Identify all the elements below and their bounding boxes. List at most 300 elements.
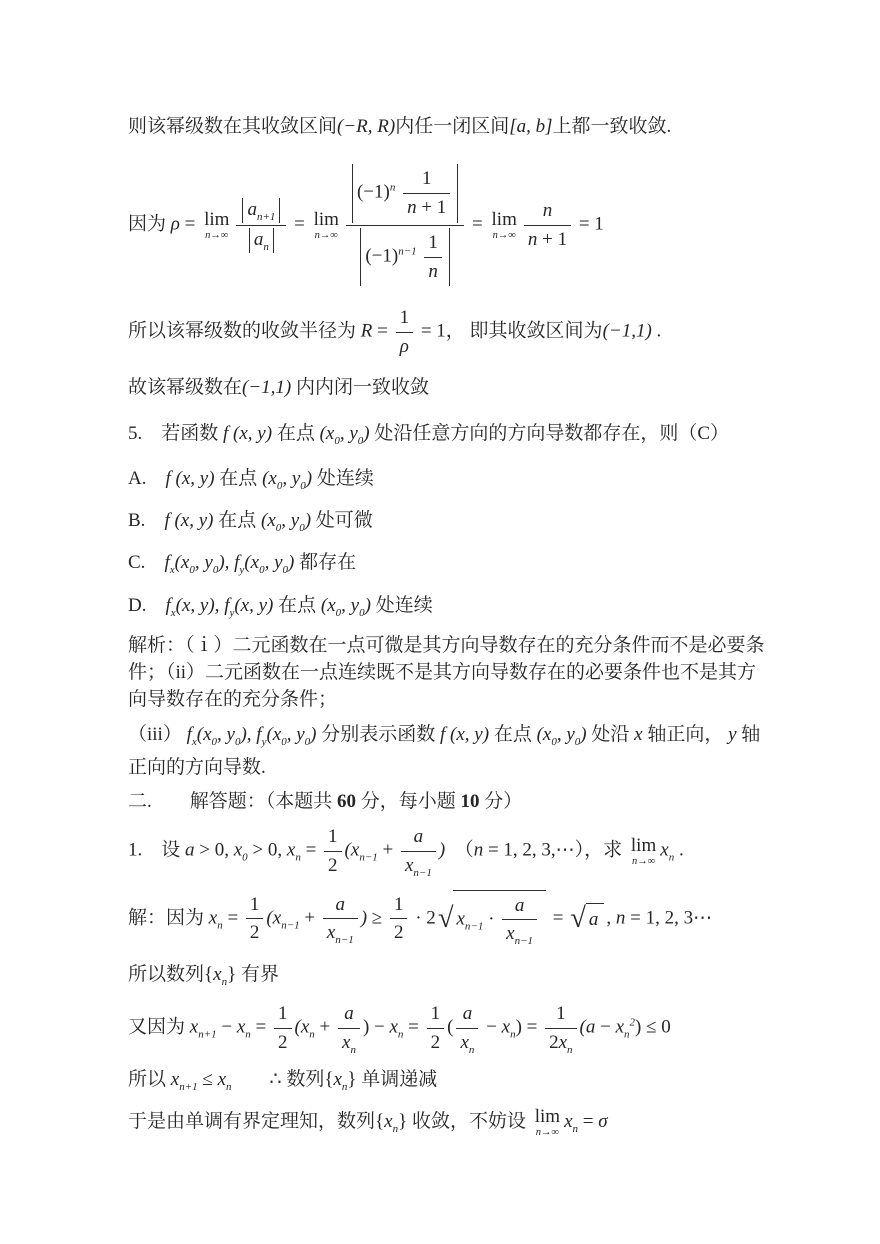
text-run: 分）: [479, 790, 523, 812]
math-var: , y: [282, 467, 301, 489]
math-var: (x: [294, 1017, 310, 1039]
text-run: 2: [249, 922, 260, 944]
fraction-numerator: [346, 164, 464, 226]
subscript: n: [510, 1028, 516, 1041]
text-run: + 1: [416, 197, 447, 219]
text-run: (: [447, 1017, 454, 1039]
text-run: 处连续: [370, 594, 433, 616]
text-run: 解：因为: [128, 907, 209, 929]
math-var: (x: [262, 467, 277, 489]
limit-operator: [492, 210, 517, 242]
math-var: (x: [174, 552, 190, 574]
p-radius-result: [128, 304, 766, 361]
math-var: x: [384, 1111, 393, 1133]
text-run: 1: [428, 231, 438, 253]
text-run: ∴ 数列: [231, 1068, 325, 1090]
subscript: 0: [304, 735, 311, 748]
superscript: n: [389, 181, 396, 194]
text-run: （: [445, 839, 474, 861]
math-var: f (x, y): [440, 724, 490, 746]
text-run: [395, 182, 400, 203]
math-var: ): [304, 510, 312, 532]
fraction: [324, 825, 342, 878]
fraction-numerator: [524, 199, 571, 226]
radical-sign: √: [437, 902, 454, 934]
math-var: , y: [194, 552, 213, 574]
fraction-denominator: [502, 920, 537, 946]
q1-solution-amgm: [128, 890, 766, 949]
text-run: 2: [278, 1032, 288, 1054]
math-var: f: [256, 724, 262, 746]
text-run: 在点: [489, 724, 537, 746]
math-var: (x: [266, 724, 282, 746]
fraction-numerator: [424, 231, 442, 258]
text-run: 所以数列: [128, 964, 205, 986]
fraction-numerator: [390, 893, 408, 920]
text-run: }: [398, 1111, 408, 1133]
subscript: y: [229, 606, 235, 619]
text-run: (−1): [365, 245, 399, 267]
text-run: 处沿任意方向的方向导数都存在，则（C）: [369, 423, 730, 445]
math-var: f: [224, 594, 230, 616]
radicand: [586, 903, 605, 935]
math-var: x: [456, 908, 465, 930]
fraction-denominator: [396, 333, 414, 359]
limit-under: n→∞: [314, 229, 338, 241]
math-var: a: [462, 1003, 473, 1025]
text-run: D.: [128, 594, 166, 616]
text-run: =: [222, 907, 243, 929]
text-run: 有界: [236, 964, 279, 986]
subscript: 0: [212, 564, 219, 577]
text-run: 1: [249, 893, 260, 915]
math-var: ): [580, 724, 587, 746]
text-run: 处可微: [311, 510, 373, 532]
fraction-numerator: [323, 893, 358, 920]
text-run: （iii）: [128, 724, 187, 746]
fraction: [346, 164, 464, 286]
text-run: ) ≤ 0: [635, 1017, 671, 1039]
math-var: x: [389, 1017, 398, 1039]
radical-sign: √: [570, 902, 586, 934]
math-var: ρ: [170, 213, 180, 235]
subscript: 0: [281, 735, 287, 748]
subscript: n: [217, 918, 223, 931]
subscript: 0: [259, 564, 265, 577]
math-var: x: [236, 1017, 246, 1039]
text-run: }: [227, 964, 237, 986]
text-run: 则该幂级数在其收敛区间: [128, 116, 338, 137]
math-var: x: [189, 1017, 199, 1039]
math-var: a: [253, 229, 264, 251]
text-run: 在点: [272, 423, 320, 445]
math-var: (−1,1): [602, 321, 652, 342]
subscript: 0: [359, 606, 365, 619]
text-run: 内任一闭区间: [395, 116, 510, 137]
q5-analysis-iii: [128, 718, 766, 785]
math-var: , y: [217, 724, 235, 746]
limit-word: lim: [313, 208, 339, 230]
fraction-numerator: [396, 306, 414, 333]
text-run: 1: [278, 1003, 288, 1025]
q5-option-a: [128, 464, 766, 494]
subscript: n: [245, 1028, 251, 1041]
subscript: x: [169, 564, 175, 577]
subscript: 0: [189, 564, 195, 577]
text-run: 又因为: [128, 1017, 190, 1039]
text-run: 1. 设: [128, 839, 186, 861]
text-run: 分，每小题: [356, 790, 461, 812]
document-body: [128, 112, 766, 1139]
math-var: ),: [240, 724, 252, 746]
limit-word: lim: [491, 208, 517, 230]
text-run: =: [548, 907, 569, 929]
fraction-denominator: [246, 919, 264, 945]
subscript: y: [239, 564, 245, 577]
text-run: {: [324, 1068, 334, 1090]
fraction-numerator: [274, 1002, 292, 1029]
fraction: [274, 1002, 292, 1055]
math-var: (−R, R): [337, 116, 396, 137]
math-var: ): [310, 724, 317, 746]
math-var: (x: [196, 724, 212, 746]
subscript: n: [263, 240, 269, 253]
fraction-denominator: [274, 1029, 292, 1055]
fraction-numerator: [427, 1002, 445, 1029]
fraction: [401, 825, 436, 878]
math-var: a: [335, 893, 346, 915]
limit-word: lim: [204, 208, 230, 230]
math-var: , y: [286, 724, 305, 746]
math-var: (−1,1): [242, 376, 292, 398]
math-var: x: [170, 1068, 180, 1090]
math-var: f: [165, 594, 171, 616]
math-var: n: [428, 260, 438, 282]
text-run: =: [300, 839, 322, 861]
math-var: x: [333, 1068, 342, 1090]
subscript: n: [668, 851, 675, 864]
q5-stem: [128, 419, 766, 449]
math-var: ): [288, 552, 295, 574]
math-var: f (x, y): [223, 423, 273, 445]
text-run: ·: [483, 908, 500, 930]
math-var: (x: [319, 423, 335, 445]
fraction: [236, 198, 286, 253]
absolute-value: [352, 164, 458, 223]
math-var: , y: [339, 423, 358, 445]
section2-header: [128, 787, 766, 817]
math-var: n: [473, 839, 484, 861]
text-run: C.: [128, 552, 165, 574]
subscript: 0: [275, 521, 282, 534]
text-run: 1: [430, 1003, 441, 1025]
fraction-denominator: [323, 919, 358, 945]
subscript: 0: [300, 479, 306, 492]
text-run: +: [314, 1017, 335, 1039]
text-run: ) −: [362, 1017, 390, 1039]
math-var: x: [342, 1032, 351, 1054]
text-run: =: [289, 213, 310, 235]
text-run: 解析：（ｉ）二元函数在一点可微是其方向导数存在的充分条件而不是必要条件；（ii）二元函数在一点连续既不是其方向导数存在的必要条件也不是其方向导数存在的充分条件；: [128, 635, 765, 711]
text-run: 1: [556, 1003, 566, 1025]
bold-text: 60: [337, 790, 357, 812]
fraction-denominator: [390, 919, 408, 945]
math-var: x: [634, 724, 643, 746]
subscript: n−1: [281, 918, 300, 931]
subscript: n: [392, 1123, 399, 1136]
limit-operator: [631, 836, 656, 868]
text-run: 分别表示函数: [316, 724, 441, 746]
text-run: + 1: [537, 228, 568, 250]
fraction-denominator: [427, 1029, 445, 1055]
subscript: 0: [551, 735, 557, 748]
limit-word: lim: [630, 834, 657, 856]
math-var: ρ: [399, 336, 409, 358]
fraction: [396, 306, 414, 359]
math-var: R: [360, 321, 373, 342]
text-run: 因为: [128, 213, 171, 235]
text-run: 2: [430, 1032, 441, 1054]
text-run: 故该幂级数在: [128, 376, 243, 398]
absolute-value: [242, 198, 280, 223]
text-run: =: [179, 213, 201, 235]
math-var: σ: [598, 1111, 608, 1133]
fraction: [424, 231, 442, 284]
text-run: 上都一致收敛.: [552, 116, 672, 137]
math-var: x: [217, 1068, 227, 1090]
p-uniform-convergence: [128, 112, 766, 142]
text-run: = 1, 2, 3⋯: [625, 907, 713, 929]
fraction-numerator: [545, 1002, 576, 1029]
math-var: , y: [341, 594, 360, 616]
subscript: n−1: [335, 934, 354, 947]
text-run: 在点: [273, 594, 321, 616]
subscript: n+1: [179, 1080, 198, 1093]
text-run: > 0,: [194, 839, 234, 861]
math-var: y: [728, 724, 737, 746]
subscript: n: [226, 1080, 232, 1093]
text-run: 在点: [214, 467, 263, 489]
subscript: n: [572, 1123, 578, 1136]
math-var: f: [186, 724, 192, 746]
limit-word: lim: [534, 1106, 561, 1128]
text-run: 2: [549, 1032, 559, 1054]
math-var: a: [247, 199, 257, 221]
math-var: ),: [218, 552, 230, 574]
text-run: .: [651, 321, 662, 342]
subscript: 0: [282, 564, 289, 577]
math-var: ): [438, 839, 446, 861]
text-run: 轴正向，: [642, 724, 729, 746]
subscript: x: [191, 735, 197, 748]
text-run: 轴正向的方向导数.: [128, 724, 761, 779]
math-var: x: [404, 854, 414, 876]
math-var: x: [233, 839, 243, 861]
text-run: 所以该幂级数的收敛半径为: [128, 321, 361, 342]
text-run: 1: [399, 307, 410, 329]
text-run: +: [377, 839, 398, 861]
math-var: f: [234, 552, 240, 574]
q5-option-b: [128, 506, 766, 536]
q1-bounded: [128, 960, 766, 990]
text-run: 单调递减: [356, 1068, 438, 1090]
math-var: ): [305, 467, 313, 489]
math-var: [a, b]: [509, 116, 553, 137]
math-var: (x: [266, 907, 282, 929]
fraction-denominator: [403, 194, 450, 220]
q1-limit-exists: [128, 1107, 766, 1139]
fraction-numerator: [502, 894, 537, 921]
fraction-denominator: [401, 852, 436, 878]
q5-option-c: [128, 548, 766, 578]
fraction: [323, 893, 358, 946]
fraction-denominator: [324, 852, 342, 878]
text-run: {: [375, 1111, 385, 1133]
fraction-numerator: [338, 1002, 360, 1029]
math-var: ): [363, 423, 370, 445]
text-run: [417, 246, 422, 267]
text-run: = 1， 即其收敛区间为: [416, 321, 603, 342]
subscript: n+1: [198, 1028, 217, 1041]
math-var: n: [527, 228, 538, 250]
subscript: n−1: [413, 866, 432, 879]
math-var: (a: [579, 1017, 596, 1039]
text-run: 在点: [213, 510, 262, 532]
fraction: [390, 893, 408, 946]
math-var: a: [413, 826, 424, 848]
subscript: n: [468, 1043, 475, 1056]
math-var: n: [407, 197, 417, 219]
math-var: x: [660, 839, 669, 861]
text-run: ) =: [515, 1017, 543, 1039]
absolute-value: [360, 228, 450, 287]
limit-under: n→∞: [492, 229, 516, 241]
text-run: = 1: [574, 213, 604, 235]
q1-stem: [128, 823, 766, 880]
q1-difference-calc: [128, 1000, 766, 1057]
fraction: [456, 1002, 478, 1055]
subscript: n: [397, 1028, 404, 1041]
text-run: ≤: [197, 1068, 218, 1090]
fraction-numerator: [403, 167, 450, 194]
square-root: [438, 890, 546, 949]
subscript: n−1: [464, 919, 484, 932]
fraction-denominator: [456, 1029, 478, 1055]
text-run: 1: [393, 893, 404, 915]
limit-under: n→∞: [535, 1127, 560, 1139]
superscript: 2: [629, 1016, 636, 1029]
math-var: x: [501, 1017, 511, 1039]
p-rho-limit-formula: [128, 162, 766, 288]
q5-option-d: [128, 591, 766, 621]
absolute-value: [249, 228, 274, 253]
math-var: (x: [344, 839, 360, 861]
math-var: a: [185, 839, 195, 861]
text-run: 1: [421, 168, 432, 190]
fraction: [246, 893, 264, 946]
subscript: 0: [574, 735, 581, 748]
fraction: [524, 199, 571, 252]
text-run: ,: [606, 907, 616, 929]
math-var: f: [164, 552, 170, 574]
q1-monotone: [128, 1065, 766, 1095]
math-var: ): [364, 594, 371, 616]
fraction-denominator: [424, 258, 442, 284]
subscript: n−1: [514, 935, 534, 948]
math-var: x: [506, 923, 515, 945]
fraction-numerator: [246, 893, 264, 920]
text-run: 都存在: [294, 552, 357, 574]
math-var: (x, y): [234, 594, 274, 616]
math-var: x: [558, 1032, 568, 1054]
math-var: x: [208, 907, 218, 929]
text-run: }: [347, 1068, 357, 1090]
text-run: −: [595, 1017, 616, 1039]
text-run: =: [403, 1017, 424, 1039]
subscript: 0: [299, 521, 305, 534]
subscript: 0: [334, 435, 340, 448]
subscript: 0: [211, 735, 218, 748]
math-var: a: [588, 908, 599, 930]
subscript: n: [350, 1043, 356, 1056]
fraction-denominator: [338, 1029, 360, 1055]
math-var: (x, y),: [175, 594, 220, 616]
text-run: 内内闭一致收敛: [291, 376, 430, 398]
text-run: 1: [328, 826, 338, 848]
p-closed-uniform-convergence: [128, 373, 766, 403]
subscript: n: [295, 851, 301, 864]
fraction: [338, 1002, 360, 1055]
fraction-numerator: [236, 198, 286, 226]
text-run: =: [250, 1017, 272, 1039]
text-run: 处沿: [586, 724, 635, 746]
fraction-numerator: [401, 825, 436, 852]
fraction-denominator: [545, 1029, 576, 1055]
fraction: [427, 1002, 445, 1055]
text-run: =: [372, 321, 393, 342]
text-run: −: [216, 1017, 237, 1039]
text-run: B.: [128, 510, 165, 532]
math-var: a: [344, 1003, 354, 1025]
text-run: ≥: [367, 907, 387, 929]
math-var: (x: [320, 594, 336, 616]
math-var: n: [542, 200, 553, 222]
limit-under: n→∞: [631, 855, 656, 867]
subscript: y: [261, 735, 267, 748]
math-var: x: [615, 1017, 625, 1039]
fraction-denominator: [346, 226, 464, 287]
text-run: 5. 若函数: [128, 423, 224, 445]
fraction-numerator: [324, 825, 342, 852]
fraction: [403, 167, 450, 220]
text-run: A.: [128, 467, 166, 489]
math-var: f (x, y): [164, 510, 214, 532]
text-run: =: [467, 213, 488, 235]
subscript: n: [624, 1028, 630, 1041]
text-run: · 2: [410, 907, 436, 929]
fraction-denominator: [236, 226, 286, 253]
subscript: n+1: [256, 210, 276, 223]
math-var: (x: [244, 552, 260, 574]
subscript: x: [170, 606, 176, 619]
text-run: (−1): [356, 182, 390, 203]
math-var: , y: [264, 552, 283, 574]
fraction-numerator: [456, 1002, 478, 1029]
bold-text: 10: [460, 790, 480, 812]
text-run: 2: [393, 922, 404, 944]
math-var: n: [615, 907, 626, 929]
text-run: .: [674, 839, 684, 861]
